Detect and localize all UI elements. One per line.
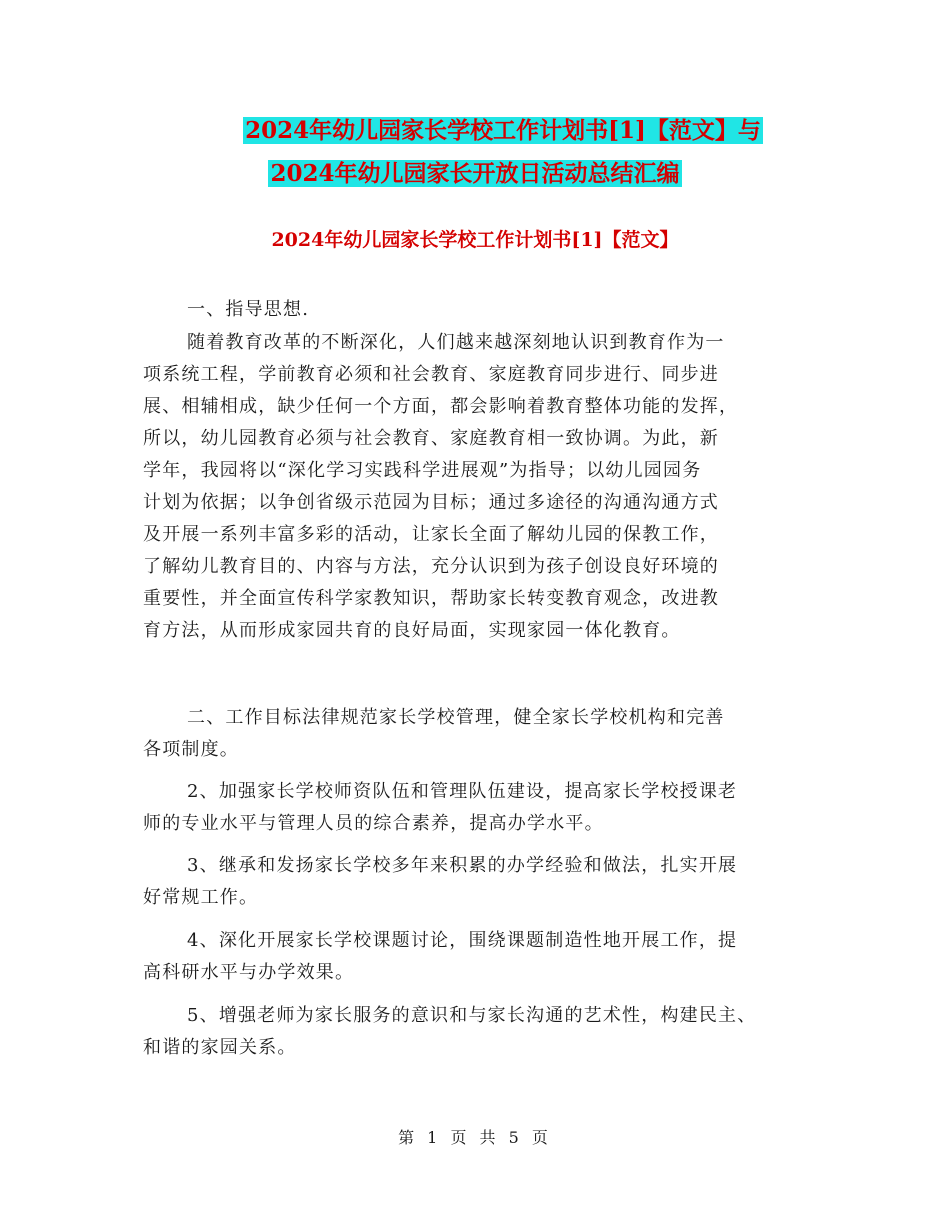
paragraph-line: 师的专业水平与管理人员的综合素养，提高办学水平。 bbox=[143, 813, 604, 834]
paragraph-line: 随着教育改革的不断深化，人们越来越深刻地认识到教育作为一 bbox=[187, 332, 725, 353]
paragraph-line: 5、增强老师为家长服务的意识和与家长沟通的艺术性，构建民主、 bbox=[187, 1005, 757, 1026]
paragraph-line: 3、继承和发扬家长学校多年来积累的办学经验和做法，扎实开展 bbox=[187, 855, 738, 876]
paragraph-item-4 bbox=[143, 925, 813, 989]
document-title-line-1 bbox=[28, 113, 950, 149]
document-title-line-2 bbox=[0, 156, 950, 192]
paragraph-line: 和谐的家园关系。 bbox=[143, 1037, 297, 1058]
paragraph-line: 2、加强家长学校师资队伍和管理队伍建设，提高家长学校授课老 bbox=[187, 781, 738, 802]
paragraph-item-3 bbox=[143, 850, 813, 914]
paragraph-line: 项系统工程，学前教育必须和社会教育、家庭教育同步进行、同步进 bbox=[143, 364, 719, 385]
paragraph-item-2 bbox=[143, 776, 813, 840]
paragraph-line: 展、相辅相成，缺少任何一个方面，都会影响着教育整体功能的发挥， bbox=[143, 396, 739, 417]
title-highlight: 2024年幼儿园家长学校工作计划书[1]【范文】与 bbox=[245, 117, 761, 144]
paragraph-work-goals bbox=[143, 702, 813, 766]
paragraph-line: 育方法，从而形成家园共育的良好局面，实现家园一体化教育。 bbox=[143, 620, 681, 641]
paragraph-guiding-ideology bbox=[143, 294, 813, 326]
paragraph-line: 各项制度。 bbox=[143, 739, 239, 760]
section-title: 2024年幼儿园家长学校工作计划书[1]【范文】 bbox=[271, 229, 679, 251]
paragraph-line: 好常规工作。 bbox=[143, 887, 259, 908]
paragraph-line: 二、工作目标法律规范家长学校管理，健全家长学校机构和完善 bbox=[187, 707, 725, 728]
paragraph-item-5 bbox=[143, 1000, 813, 1064]
page-number-footer: 第 1 页 共 5 页 bbox=[398, 1128, 552, 1147]
paragraph-line: 学年，我园将以“深化学习实践科学进展观”为指导；以幼儿园园务 bbox=[143, 460, 702, 481]
paragraph-line: 4、深化开展家长学校课题讨论，围绕课题制造性地开展工作，提 bbox=[187, 930, 738, 951]
paragraph-line: 高科研水平与办学效果。 bbox=[143, 962, 355, 983]
title-highlight: 2024年幼儿园家长开放日活动总结汇编 bbox=[270, 160, 680, 187]
paragraph-line: 所以，幼儿园教育必须与社会教育、家庭教育相一致协调。为此，新 bbox=[143, 428, 719, 449]
paragraph-line: 一、指导思想. bbox=[187, 299, 310, 320]
paragraph-line: 及开展一系列丰富多彩的活动，让家长全面了解幼儿园的保教工作， bbox=[143, 524, 719, 545]
paragraph-line: 计划为依据；以争创省级示范园为目标；通过多途径的沟通沟通方式 bbox=[143, 492, 719, 513]
paragraph-line: 了解幼儿教育目的、内容与方法，充分认识到为孩子创设良好环境的 bbox=[143, 556, 719, 577]
paragraph-body bbox=[143, 327, 813, 647]
paragraph-line: 重要性，并全面宣传科学家教知识，帮助家长转变教育观念，改进教 bbox=[143, 588, 719, 609]
